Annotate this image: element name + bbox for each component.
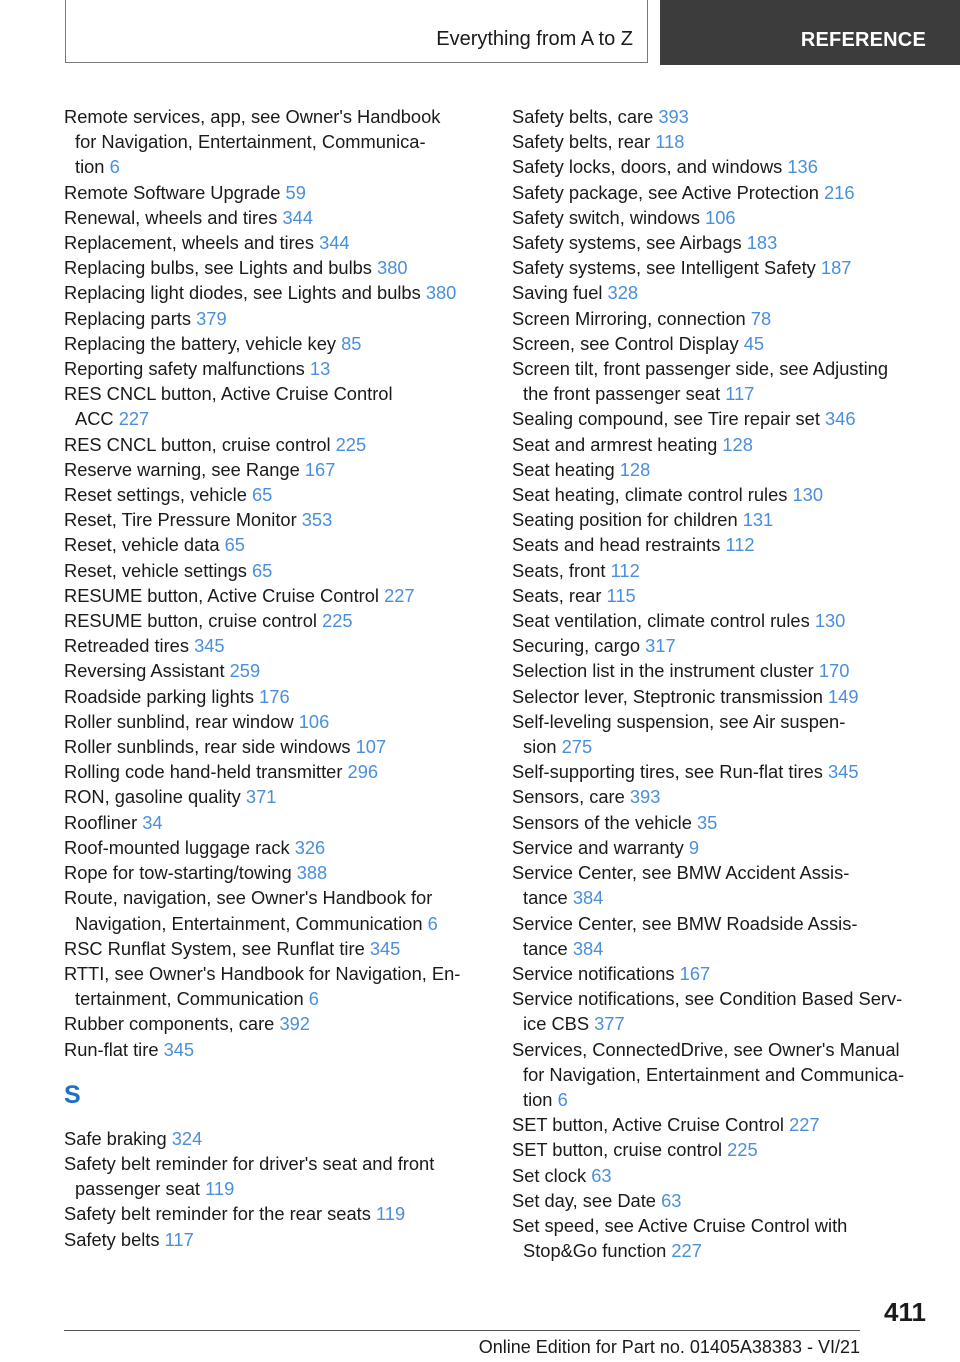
index-entry (512, 306, 942, 331)
entry-term: Rope for tow-starting/towing (64, 862, 292, 884)
index-entry (512, 1163, 942, 1188)
index-entry (512, 154, 942, 179)
index-entry (512, 180, 942, 205)
page-link[interactable]: 131 (742, 509, 774, 531)
entry-term: Reset, Tire Pressure Monitor (64, 509, 297, 531)
entry-term: Roller sunblinds, rear side windows (64, 736, 351, 758)
index-entry (512, 280, 942, 305)
index-entry (64, 356, 484, 381)
index-entry (64, 608, 484, 633)
page-link[interactable]: 106 (705, 206, 736, 228)
page-link[interactable]: 377 (594, 1013, 625, 1035)
entry-term: Replacement, wheels and tires (64, 232, 314, 254)
page-link[interactable]: 345 (163, 1038, 195, 1060)
entry-term-continued: ice CBS (523, 1013, 590, 1035)
index-entry (64, 558, 484, 583)
index-entry (512, 1188, 942, 1213)
entry-term: Saving fuel (512, 282, 603, 304)
section-tab-label: REFERENCE (800, 29, 926, 51)
index-entry (512, 810, 942, 835)
index-entry (64, 709, 484, 734)
entry-term: RSC Runflat System, see Runflat tire (64, 937, 365, 959)
page-link[interactable]: 393 (658, 106, 689, 127)
page-link[interactable]: 63 (591, 1164, 612, 1186)
index-entry (64, 381, 484, 431)
page-link[interactable]: 112 (610, 559, 640, 581)
page-link[interactable]: 225 (727, 1139, 758, 1161)
index-entry (64, 1126, 484, 1151)
entry-term: RES CNCL button, Active Cruise Control (64, 383, 393, 405)
index-entry (512, 1137, 942, 1162)
index-entry (512, 205, 942, 230)
entry-term: SET button, Active Cruise Control (512, 1114, 784, 1136)
page-link[interactable]: 328 (607, 282, 639, 304)
entry-term: RESUME button, cruise control (64, 610, 317, 632)
index-entry (64, 280, 484, 305)
entry-term: Reversing Assistant (64, 660, 225, 682)
entry-term: Service Center, see BMW Accident Assis- (512, 862, 850, 884)
entry-term: RON, gasoline quality (64, 786, 241, 808)
page-link[interactable]: 324 (171, 1127, 203, 1149)
page-link[interactable]: 107 (355, 736, 387, 758)
page-link[interactable]: 384 (572, 937, 604, 959)
index-entry (64, 1227, 484, 1252)
entry-term: Services, ConnectedDrive, see Owner's Manual (512, 1038, 900, 1060)
index-entry (64, 180, 484, 205)
page-link[interactable]: 345 (828, 761, 859, 783)
entry-term: Set speed, see Active Cruise Control with (512, 1214, 848, 1236)
entry-term: Reset, vehicle settings (64, 559, 247, 581)
index-entry (64, 230, 484, 255)
page-link[interactable]: 6 (109, 156, 120, 178)
page-link[interactable]: 388 (296, 862, 328, 884)
entry-term: Safety systems, see Intelligent Safety (512, 257, 816, 279)
index-entry (512, 432, 942, 457)
entry-term: Rubber components, care (64, 1013, 275, 1035)
index-entry (64, 658, 484, 683)
index-entry (512, 129, 942, 154)
page-link[interactable]: 176 (259, 685, 290, 707)
index-entry (512, 759, 942, 784)
page-link[interactable]: 65 (224, 534, 245, 556)
index-entry (512, 684, 942, 709)
page-link[interactable]: 167 (304, 458, 336, 480)
index-entry (64, 885, 484, 935)
page-link[interactable]: 78 (750, 307, 772, 329)
index-entry (512, 406, 942, 431)
entry-term: Service and warranty (512, 836, 684, 858)
page-link[interactable]: 275 (561, 736, 593, 758)
page-link[interactable]: 170 (818, 660, 850, 682)
entry-term: Reset settings, vehicle (64, 484, 247, 506)
page-link[interactable]: 225 (335, 433, 367, 455)
entry-term: Reserve warning, see Range (64, 458, 300, 480)
entry-term-continued: tion (523, 1088, 553, 1110)
entry-term: Roof-mounted luggage rack (64, 836, 290, 858)
entry-term: Sensors, care (512, 786, 625, 808)
entry-term: Self-supporting tires, see Run-flat tires (512, 761, 823, 783)
index-entry (512, 558, 942, 583)
index-entry (512, 482, 942, 507)
entry-term: Screen tilt, front passenger side, see Adjusting (512, 358, 888, 380)
index-entry (512, 1213, 942, 1263)
index-entry (512, 1037, 942, 1113)
page-link[interactable]: 187 (820, 257, 852, 279)
page-link[interactable]: 13 (309, 358, 331, 380)
index-entry (512, 583, 942, 608)
index-entry (512, 961, 942, 986)
entry-term-continued: passenger seat (75, 1178, 201, 1200)
page-link[interactable]: 6 (308, 988, 319, 1010)
entry-term: SET button, cruise control (512, 1139, 723, 1161)
index-entry (512, 532, 942, 557)
index-list-r (64, 104, 484, 1062)
entry-term: Reporting safety malfunctions (64, 358, 305, 380)
index-entry (64, 860, 484, 885)
index-entry (512, 255, 942, 280)
page-link[interactable]: 65 (252, 484, 273, 506)
entry-term: Reset, vehicle data (64, 534, 220, 556)
entry-term: Remote Software Upgrade (64, 181, 281, 203)
index-entry (64, 961, 484, 1011)
index-entry (64, 810, 484, 835)
entry-term: Seat heating (512, 458, 615, 480)
index-entry (64, 1011, 484, 1036)
index-entry (64, 684, 484, 709)
page-link[interactable]: 45 (743, 332, 765, 354)
page-link[interactable]: 130 (814, 610, 846, 632)
page-link[interactable]: 85 (341, 332, 362, 354)
entry-term: Selection list in the instrument cluster (512, 660, 814, 682)
index-entry (64, 255, 484, 280)
index-entry (64, 1037, 484, 1062)
entry-term: Rolling code hand-held transmitter (64, 761, 343, 783)
page-link[interactable]: 344 (282, 206, 314, 228)
entry-term-continued: ACC (75, 408, 114, 430)
entry-term: RESUME button, Active Cruise Control (64, 584, 379, 606)
page-link[interactable]: 63 (661, 1189, 682, 1211)
page-link[interactable]: 392 (279, 1013, 310, 1035)
page-link[interactable]: 216 (824, 181, 855, 203)
entry-term-continued: for Navigation, Entertainment, Communica- (75, 131, 426, 153)
entry-term: Safety switch, windows (512, 206, 700, 228)
page-link[interactable]: 149 (828, 685, 859, 707)
entry-term: Safety belt reminder for the rear seats (64, 1203, 371, 1225)
index-entry (64, 583, 484, 608)
index-entry (512, 658, 942, 683)
page-link[interactable]: 128 (722, 433, 753, 455)
entry-term: Replacing light diodes, see Lights and bulbs (64, 282, 421, 304)
index-entry (64, 482, 484, 507)
entry-term: Seat heating, climate control rules (512, 484, 788, 506)
page-link[interactable]: 380 (425, 282, 457, 304)
index-entry (64, 331, 484, 356)
index-entry (64, 205, 484, 230)
index-column-right (512, 104, 942, 1263)
entry-term-continued: tertainment, Communication (75, 988, 304, 1010)
index-column-left (64, 104, 484, 1252)
index-list-s-continued (512, 104, 942, 1263)
page-link[interactable]: 136 (787, 156, 818, 178)
page-link[interactable]: 344 (319, 232, 350, 254)
index-entry (64, 306, 484, 331)
page-link[interactable]: 112 (725, 534, 755, 556)
index-entry (512, 457, 942, 482)
entry-term: Service Center, see BMW Roadside Assis- (512, 912, 858, 934)
index-entry (64, 507, 484, 532)
page-link[interactable]: 353 (301, 509, 333, 531)
page-link[interactable]: 65 (252, 559, 273, 581)
entry-term: Safety belts, rear (512, 131, 651, 153)
page-link[interactable]: 345 (369, 937, 401, 959)
page-number: 411 (884, 1297, 926, 1327)
index-entry (512, 633, 942, 658)
page-link[interactable]: 384 (572, 887, 604, 909)
page-link[interactable]: 6 (427, 912, 438, 934)
page-link[interactable]: 35 (696, 811, 718, 833)
entry-term: Selector lever, Steptronic transmission (512, 685, 823, 707)
entry-term-continued: sion (523, 736, 557, 758)
chapter-title: Everything from A to Z (436, 28, 633, 50)
index-entry (512, 331, 942, 356)
entry-term: Safety belts (64, 1228, 160, 1250)
entry-term: Securing, cargo (512, 635, 641, 657)
entry-term: Safety systems, see Airbags (512, 232, 742, 254)
page-link[interactable]: 259 (229, 660, 261, 682)
index-entry (64, 784, 484, 809)
page-link[interactable]: 167 (679, 962, 711, 984)
page-link[interactable]: 225 (322, 610, 353, 632)
page-link[interactable]: 119 (375, 1203, 406, 1225)
entry-term: RTTI, see Owner's Handbook for Navigation, En- (64, 962, 461, 984)
page-link[interactable]: 227 (671, 1240, 702, 1262)
entry-term: Renewal, wheels and tires (64, 206, 278, 228)
section-heading-s: S (64, 1080, 81, 1109)
entry-term: Service notifications (512, 962, 675, 984)
entry-term-continued: tance (523, 887, 568, 909)
index-entry (512, 507, 942, 532)
entry-term-continued: tance (523, 937, 568, 959)
page-link[interactable]: 117 (725, 383, 755, 405)
section-tab (660, 0, 960, 65)
edition-note: Online Edition for Part no. 01405A38383 - VI/21 (478, 1337, 860, 1357)
entry-term: Replacing bulbs, see Lights and bulbs (64, 257, 372, 279)
entry-term-continued: Navigation, Entertainment, Communication (75, 912, 423, 934)
entry-term: Self-leveling suspension, see Air suspen- (512, 710, 846, 732)
page-link[interactable]: 115 (606, 584, 636, 606)
index-entry (512, 835, 942, 860)
entry-term: Roadside parking lights (64, 685, 255, 707)
page-link[interactable]: 380 (377, 257, 408, 279)
entry-term: Seating position for children (512, 509, 738, 531)
entry-term: Safety package, see Active Protection (512, 181, 819, 203)
index-entry (512, 1112, 942, 1137)
index-entry (64, 835, 484, 860)
index-entry (64, 633, 484, 658)
entry-term: Safety locks, doors, and windows (512, 156, 783, 178)
entry-term: Run-flat tire (64, 1038, 159, 1060)
page-link[interactable]: 34 (142, 811, 163, 833)
page-link[interactable]: 379 (196, 307, 227, 329)
page-link[interactable]: 371 (245, 786, 277, 808)
page-link[interactable]: 227 (789, 1114, 820, 1136)
entry-term: Screen Mirroring, connection (512, 307, 746, 329)
index-entry (64, 432, 484, 457)
index-entry (512, 784, 942, 809)
header-frame (65, 0, 648, 63)
entry-term: Remote services, app, see Owner's Handbook (64, 106, 441, 127)
page-link[interactable]: 130 (792, 484, 823, 506)
entry-term: Sealing compound, see Tire repair set (512, 408, 820, 430)
index-entry (64, 734, 484, 759)
page-link[interactable]: 393 (629, 786, 661, 808)
index-entry (64, 104, 484, 180)
entry-term: Set clock (512, 1164, 587, 1186)
index-entry (64, 759, 484, 784)
entry-term-continued: the front passenger seat (523, 383, 721, 405)
index-entry (512, 709, 942, 759)
entry-term-continued: for Navigation, Entertainment and Communica- (523, 1063, 905, 1085)
entry-term: Replacing parts (64, 307, 192, 329)
index-entry (512, 230, 942, 255)
entry-term-continued: Stop&Go function (523, 1240, 667, 1262)
index-entry (64, 936, 484, 961)
entry-term: Retreaded tires (64, 635, 189, 657)
entry-term: Seats, rear (512, 584, 602, 606)
page-link[interactable]: 106 (298, 710, 330, 732)
index-entry (512, 911, 942, 961)
entry-term: Safety belt reminder for driver's seat and front (64, 1152, 435, 1174)
page-link[interactable]: 345 (194, 635, 225, 657)
index-entry (512, 986, 942, 1036)
index-entry (512, 356, 942, 406)
page-link[interactable]: 183 (746, 232, 778, 254)
entry-term: Replacing the battery, vehicle key (64, 332, 336, 354)
entry-term: Seat ventilation, climate control rules (512, 610, 810, 632)
page-link[interactable]: 117 (164, 1228, 194, 1250)
entry-term-continued: tion (75, 156, 105, 178)
page-link[interactable]: 128 (619, 458, 651, 480)
index-entry (64, 1201, 484, 1226)
page-link[interactable]: 227 (118, 408, 150, 430)
entry-term: Seats, front (512, 559, 606, 581)
entry-term: Roofliner (64, 811, 138, 833)
page-link[interactable]: 227 (384, 584, 415, 606)
index-entry (64, 1151, 484, 1201)
page-link[interactable]: 6 (557, 1088, 568, 1110)
page-link[interactable]: 59 (285, 181, 306, 203)
entry-term: Roller sunblind, rear window (64, 710, 294, 732)
entry-term: Route, navigation, see Owner's Handbook for (64, 887, 433, 909)
page-link[interactable]: 296 (347, 761, 379, 783)
index-list-s (64, 1126, 484, 1252)
index-entry (512, 860, 942, 910)
footer-divider (64, 1330, 860, 1331)
entry-term: Screen, see Control Display (512, 332, 739, 354)
entry-term: Set day, see Date (512, 1189, 656, 1211)
entry-term: Service notifications, see Condition Based Serv- (512, 988, 903, 1010)
entry-term: Seat and armrest heating (512, 433, 718, 455)
index-entry (512, 104, 942, 129)
entry-term: Safety belts, care (512, 106, 654, 127)
page-link[interactable]: 317 (645, 635, 676, 657)
entry-term: Sensors of the vehicle (512, 811, 692, 833)
index-entry (64, 457, 484, 482)
index-entry (64, 532, 484, 557)
entry-term: RES CNCL button, cruise control (64, 433, 331, 455)
page-link[interactable]: 346 (825, 408, 856, 430)
page-link[interactable]: 9 (688, 836, 699, 858)
page-link[interactable]: 326 (294, 836, 326, 858)
page-link[interactable]: 118 (655, 131, 685, 153)
index-entry (512, 608, 942, 633)
page-link[interactable]: 119 (205, 1178, 235, 1200)
entry-term: Safe braking (64, 1127, 167, 1149)
entry-term: Seats and head restraints (512, 534, 721, 556)
